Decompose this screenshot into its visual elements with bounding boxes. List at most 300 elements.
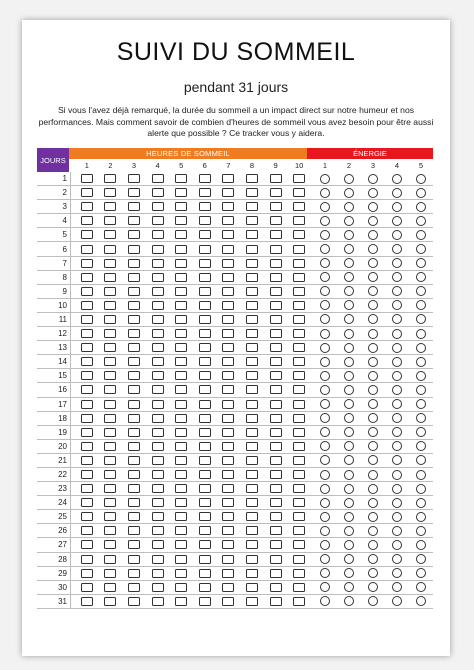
- square-checkbox-icon[interactable]: [270, 456, 282, 465]
- circle-radio-icon[interactable]: [416, 329, 426, 339]
- square-checkbox-icon[interactable]: [152, 216, 164, 225]
- square-checkbox-icon[interactable]: [81, 357, 93, 366]
- square-checkbox-icon[interactable]: [199, 343, 211, 352]
- square-checkbox-icon[interactable]: [222, 230, 234, 239]
- circle-radio-icon[interactable]: [416, 427, 426, 437]
- square-checkbox-icon[interactable]: [81, 371, 93, 380]
- square-checkbox-icon[interactable]: [81, 174, 93, 183]
- square-checkbox-icon[interactable]: [152, 498, 164, 507]
- square-checkbox-icon[interactable]: [128, 540, 140, 549]
- circle-radio-icon[interactable]: [368, 286, 378, 296]
- circle-radio-icon[interactable]: [344, 202, 354, 212]
- square-checkbox-icon[interactable]: [128, 414, 140, 423]
- circle-radio-icon[interactable]: [392, 540, 402, 550]
- circle-radio-icon[interactable]: [392, 357, 402, 367]
- square-checkbox-icon[interactable]: [293, 597, 305, 606]
- square-checkbox-icon[interactable]: [199, 385, 211, 394]
- circle-radio-icon[interactable]: [416, 413, 426, 423]
- square-checkbox-icon[interactable]: [175, 569, 187, 578]
- square-checkbox-icon[interactable]: [152, 245, 164, 254]
- square-checkbox-icon[interactable]: [175, 287, 187, 296]
- square-checkbox-icon[interactable]: [128, 555, 140, 564]
- square-checkbox-icon[interactable]: [293, 526, 305, 535]
- square-checkbox-icon[interactable]: [81, 400, 93, 409]
- square-checkbox-icon[interactable]: [246, 498, 258, 507]
- square-checkbox-icon[interactable]: [293, 259, 305, 268]
- circle-radio-icon[interactable]: [392, 512, 402, 522]
- square-checkbox-icon[interactable]: [152, 188, 164, 197]
- circle-radio-icon[interactable]: [320, 399, 330, 409]
- square-checkbox-icon[interactable]: [81, 555, 93, 564]
- square-checkbox-icon[interactable]: [175, 555, 187, 564]
- circle-radio-icon[interactable]: [344, 526, 354, 536]
- square-checkbox-icon[interactable]: [175, 442, 187, 451]
- square-checkbox-icon[interactable]: [293, 174, 305, 183]
- square-checkbox-icon[interactable]: [128, 385, 140, 394]
- square-checkbox-icon[interactable]: [81, 442, 93, 451]
- square-checkbox-icon[interactable]: [128, 400, 140, 409]
- circle-radio-icon[interactable]: [320, 512, 330, 522]
- square-checkbox-icon[interactable]: [81, 484, 93, 493]
- circle-radio-icon[interactable]: [392, 554, 402, 564]
- square-checkbox-icon[interactable]: [246, 202, 258, 211]
- square-checkbox-icon[interactable]: [128, 512, 140, 521]
- square-checkbox-icon[interactable]: [293, 400, 305, 409]
- circle-radio-icon[interactable]: [416, 272, 426, 282]
- square-checkbox-icon[interactable]: [270, 287, 282, 296]
- circle-radio-icon[interactable]: [344, 329, 354, 339]
- square-checkbox-icon[interactable]: [270, 259, 282, 268]
- square-checkbox-icon[interactable]: [222, 456, 234, 465]
- square-checkbox-icon[interactable]: [152, 484, 164, 493]
- square-checkbox-icon[interactable]: [199, 583, 211, 592]
- square-checkbox-icon[interactable]: [222, 512, 234, 521]
- square-checkbox-icon[interactable]: [270, 442, 282, 451]
- circle-radio-icon[interactable]: [392, 399, 402, 409]
- square-checkbox-icon[interactable]: [81, 273, 93, 282]
- circle-radio-icon[interactable]: [344, 216, 354, 226]
- circle-radio-icon[interactable]: [368, 484, 378, 494]
- circle-radio-icon[interactable]: [368, 202, 378, 212]
- square-checkbox-icon[interactable]: [199, 470, 211, 479]
- square-checkbox-icon[interactable]: [104, 484, 116, 493]
- circle-radio-icon[interactable]: [344, 498, 354, 508]
- square-checkbox-icon[interactable]: [246, 597, 258, 606]
- square-checkbox-icon[interactable]: [128, 188, 140, 197]
- circle-radio-icon[interactable]: [392, 484, 402, 494]
- circle-radio-icon[interactable]: [416, 399, 426, 409]
- square-checkbox-icon[interactable]: [293, 512, 305, 521]
- square-checkbox-icon[interactable]: [128, 484, 140, 493]
- square-checkbox-icon[interactable]: [175, 216, 187, 225]
- square-checkbox-icon[interactable]: [175, 357, 187, 366]
- circle-radio-icon[interactable]: [416, 357, 426, 367]
- square-checkbox-icon[interactable]: [128, 371, 140, 380]
- circle-radio-icon[interactable]: [416, 455, 426, 465]
- square-checkbox-icon[interactable]: [104, 301, 116, 310]
- square-checkbox-icon[interactable]: [246, 273, 258, 282]
- square-checkbox-icon[interactable]: [222, 259, 234, 268]
- square-checkbox-icon[interactable]: [246, 583, 258, 592]
- square-checkbox-icon[interactable]: [246, 428, 258, 437]
- circle-radio-icon[interactable]: [320, 498, 330, 508]
- square-checkbox-icon[interactable]: [199, 315, 211, 324]
- circle-radio-icon[interactable]: [320, 357, 330, 367]
- circle-radio-icon[interactable]: [392, 568, 402, 578]
- square-checkbox-icon[interactable]: [199, 329, 211, 338]
- circle-radio-icon[interactable]: [392, 427, 402, 437]
- circle-radio-icon[interactable]: [344, 427, 354, 437]
- square-checkbox-icon[interactable]: [222, 385, 234, 394]
- square-checkbox-icon[interactable]: [104, 400, 116, 409]
- circle-radio-icon[interactable]: [416, 512, 426, 522]
- square-checkbox-icon[interactable]: [81, 540, 93, 549]
- square-checkbox-icon[interactable]: [104, 343, 116, 352]
- circle-radio-icon[interactable]: [416, 484, 426, 494]
- square-checkbox-icon[interactable]: [199, 400, 211, 409]
- circle-radio-icon[interactable]: [344, 596, 354, 606]
- square-checkbox-icon[interactable]: [199, 540, 211, 549]
- square-checkbox-icon[interactable]: [222, 400, 234, 409]
- square-checkbox-icon[interactable]: [175, 526, 187, 535]
- square-checkbox-icon[interactable]: [293, 456, 305, 465]
- square-checkbox-icon[interactable]: [128, 357, 140, 366]
- square-checkbox-icon[interactable]: [128, 456, 140, 465]
- square-checkbox-icon[interactable]: [104, 470, 116, 479]
- square-checkbox-icon[interactable]: [222, 569, 234, 578]
- circle-radio-icon[interactable]: [320, 230, 330, 240]
- square-checkbox-icon[interactable]: [293, 216, 305, 225]
- square-checkbox-icon[interactable]: [175, 273, 187, 282]
- square-checkbox-icon[interactable]: [152, 301, 164, 310]
- square-checkbox-icon[interactable]: [246, 315, 258, 324]
- square-checkbox-icon[interactable]: [175, 188, 187, 197]
- square-checkbox-icon[interactable]: [246, 230, 258, 239]
- square-checkbox-icon[interactable]: [128, 498, 140, 507]
- square-checkbox-icon[interactable]: [81, 202, 93, 211]
- square-checkbox-icon[interactable]: [104, 259, 116, 268]
- square-checkbox-icon[interactable]: [222, 343, 234, 352]
- circle-radio-icon[interactable]: [392, 286, 402, 296]
- circle-radio-icon[interactable]: [416, 188, 426, 198]
- circle-radio-icon[interactable]: [392, 596, 402, 606]
- square-checkbox-icon[interactable]: [293, 287, 305, 296]
- circle-radio-icon[interactable]: [344, 413, 354, 423]
- square-checkbox-icon[interactable]: [128, 343, 140, 352]
- square-checkbox-icon[interactable]: [293, 230, 305, 239]
- square-checkbox-icon[interactable]: [81, 230, 93, 239]
- square-checkbox-icon[interactable]: [293, 343, 305, 352]
- square-checkbox-icon[interactable]: [222, 174, 234, 183]
- square-checkbox-icon[interactable]: [81, 329, 93, 338]
- circle-radio-icon[interactable]: [416, 554, 426, 564]
- square-checkbox-icon[interactable]: [104, 329, 116, 338]
- circle-radio-icon[interactable]: [368, 188, 378, 198]
- circle-radio-icon[interactable]: [320, 526, 330, 536]
- square-checkbox-icon[interactable]: [270, 188, 282, 197]
- square-checkbox-icon[interactable]: [175, 597, 187, 606]
- circle-radio-icon[interactable]: [368, 470, 378, 480]
- circle-radio-icon[interactable]: [416, 540, 426, 550]
- square-checkbox-icon[interactable]: [246, 357, 258, 366]
- square-checkbox-icon[interactable]: [128, 287, 140, 296]
- circle-radio-icon[interactable]: [320, 272, 330, 282]
- square-checkbox-icon[interactable]: [293, 484, 305, 493]
- circle-radio-icon[interactable]: [320, 371, 330, 381]
- square-checkbox-icon[interactable]: [293, 245, 305, 254]
- square-checkbox-icon[interactable]: [104, 498, 116, 507]
- square-checkbox-icon[interactable]: [175, 428, 187, 437]
- square-checkbox-icon[interactable]: [152, 569, 164, 578]
- square-checkbox-icon[interactable]: [222, 371, 234, 380]
- square-checkbox-icon[interactable]: [293, 540, 305, 549]
- circle-radio-icon[interactable]: [416, 202, 426, 212]
- square-checkbox-icon[interactable]: [270, 301, 282, 310]
- square-checkbox-icon[interactable]: [246, 456, 258, 465]
- circle-radio-icon[interactable]: [344, 244, 354, 254]
- square-checkbox-icon[interactable]: [246, 174, 258, 183]
- square-checkbox-icon[interactable]: [270, 230, 282, 239]
- square-checkbox-icon[interactable]: [128, 259, 140, 268]
- square-checkbox-icon[interactable]: [293, 315, 305, 324]
- circle-radio-icon[interactable]: [392, 258, 402, 268]
- square-checkbox-icon[interactable]: [222, 315, 234, 324]
- circle-radio-icon[interactable]: [416, 230, 426, 240]
- square-checkbox-icon[interactable]: [222, 329, 234, 338]
- circle-radio-icon[interactable]: [344, 188, 354, 198]
- circle-radio-icon[interactable]: [320, 427, 330, 437]
- circle-radio-icon[interactable]: [368, 258, 378, 268]
- square-checkbox-icon[interactable]: [81, 414, 93, 423]
- square-checkbox-icon[interactable]: [270, 470, 282, 479]
- circle-radio-icon[interactable]: [344, 455, 354, 465]
- circle-radio-icon[interactable]: [344, 371, 354, 381]
- square-checkbox-icon[interactable]: [81, 287, 93, 296]
- square-checkbox-icon[interactable]: [199, 512, 211, 521]
- circle-radio-icon[interactable]: [320, 216, 330, 226]
- square-checkbox-icon[interactable]: [270, 216, 282, 225]
- circle-radio-icon[interactable]: [416, 244, 426, 254]
- square-checkbox-icon[interactable]: [175, 583, 187, 592]
- square-checkbox-icon[interactable]: [81, 385, 93, 394]
- square-checkbox-icon[interactable]: [199, 456, 211, 465]
- square-checkbox-icon[interactable]: [293, 428, 305, 437]
- circle-radio-icon[interactable]: [368, 441, 378, 451]
- circle-radio-icon[interactable]: [368, 314, 378, 324]
- circle-radio-icon[interactable]: [344, 343, 354, 353]
- circle-radio-icon[interactable]: [344, 230, 354, 240]
- square-checkbox-icon[interactable]: [128, 245, 140, 254]
- square-checkbox-icon[interactable]: [152, 526, 164, 535]
- square-checkbox-icon[interactable]: [199, 428, 211, 437]
- square-checkbox-icon[interactable]: [128, 583, 140, 592]
- square-checkbox-icon[interactable]: [104, 188, 116, 197]
- circle-radio-icon[interactable]: [416, 526, 426, 536]
- square-checkbox-icon[interactable]: [270, 484, 282, 493]
- square-checkbox-icon[interactable]: [293, 583, 305, 592]
- circle-radio-icon[interactable]: [392, 216, 402, 226]
- square-checkbox-icon[interactable]: [222, 357, 234, 366]
- square-checkbox-icon[interactable]: [246, 329, 258, 338]
- square-checkbox-icon[interactable]: [199, 569, 211, 578]
- square-checkbox-icon[interactable]: [81, 343, 93, 352]
- square-checkbox-icon[interactable]: [222, 301, 234, 310]
- circle-radio-icon[interactable]: [368, 596, 378, 606]
- square-checkbox-icon[interactable]: [128, 301, 140, 310]
- circle-radio-icon[interactable]: [368, 343, 378, 353]
- circle-radio-icon[interactable]: [344, 540, 354, 550]
- square-checkbox-icon[interactable]: [128, 569, 140, 578]
- circle-radio-icon[interactable]: [320, 202, 330, 212]
- square-checkbox-icon[interactable]: [246, 385, 258, 394]
- square-checkbox-icon[interactable]: [175, 329, 187, 338]
- square-checkbox-icon[interactable]: [222, 484, 234, 493]
- square-checkbox-icon[interactable]: [199, 273, 211, 282]
- square-checkbox-icon[interactable]: [152, 512, 164, 521]
- circle-radio-icon[interactable]: [416, 286, 426, 296]
- square-checkbox-icon[interactable]: [175, 259, 187, 268]
- square-checkbox-icon[interactable]: [152, 540, 164, 549]
- circle-radio-icon[interactable]: [320, 582, 330, 592]
- circle-radio-icon[interactable]: [320, 343, 330, 353]
- square-checkbox-icon[interactable]: [152, 202, 164, 211]
- circle-radio-icon[interactable]: [344, 300, 354, 310]
- circle-radio-icon[interactable]: [368, 512, 378, 522]
- square-checkbox-icon[interactable]: [175, 174, 187, 183]
- square-checkbox-icon[interactable]: [222, 526, 234, 535]
- circle-radio-icon[interactable]: [368, 568, 378, 578]
- square-checkbox-icon[interactable]: [222, 202, 234, 211]
- circle-radio-icon[interactable]: [416, 258, 426, 268]
- square-checkbox-icon[interactable]: [175, 456, 187, 465]
- square-checkbox-icon[interactable]: [104, 371, 116, 380]
- square-checkbox-icon[interactable]: [246, 470, 258, 479]
- square-checkbox-icon[interactable]: [128, 216, 140, 225]
- circle-radio-icon[interactable]: [392, 314, 402, 324]
- circle-radio-icon[interactable]: [416, 216, 426, 226]
- square-checkbox-icon[interactable]: [246, 414, 258, 423]
- square-checkbox-icon[interactable]: [81, 428, 93, 437]
- square-checkbox-icon[interactable]: [293, 202, 305, 211]
- circle-radio-icon[interactable]: [416, 174, 426, 184]
- circle-radio-icon[interactable]: [344, 484, 354, 494]
- circle-radio-icon[interactable]: [320, 554, 330, 564]
- circle-radio-icon[interactable]: [344, 582, 354, 592]
- square-checkbox-icon[interactable]: [293, 371, 305, 380]
- square-checkbox-icon[interactable]: [152, 174, 164, 183]
- square-checkbox-icon[interactable]: [246, 188, 258, 197]
- square-checkbox-icon[interactable]: [128, 526, 140, 535]
- square-checkbox-icon[interactable]: [104, 216, 116, 225]
- square-checkbox-icon[interactable]: [293, 188, 305, 197]
- square-checkbox-icon[interactable]: [152, 414, 164, 423]
- circle-radio-icon[interactable]: [368, 216, 378, 226]
- square-checkbox-icon[interactable]: [175, 470, 187, 479]
- square-checkbox-icon[interactable]: [81, 188, 93, 197]
- square-checkbox-icon[interactable]: [104, 456, 116, 465]
- square-checkbox-icon[interactable]: [199, 230, 211, 239]
- square-checkbox-icon[interactable]: [152, 371, 164, 380]
- square-checkbox-icon[interactable]: [293, 273, 305, 282]
- circle-radio-icon[interactable]: [344, 272, 354, 282]
- square-checkbox-icon[interactable]: [199, 526, 211, 535]
- square-checkbox-icon[interactable]: [128, 442, 140, 451]
- circle-radio-icon[interactable]: [344, 399, 354, 409]
- circle-radio-icon[interactable]: [368, 526, 378, 536]
- square-checkbox-icon[interactable]: [293, 442, 305, 451]
- square-checkbox-icon[interactable]: [104, 442, 116, 451]
- circle-radio-icon[interactable]: [368, 554, 378, 564]
- square-checkbox-icon[interactable]: [152, 287, 164, 296]
- square-checkbox-icon[interactable]: [199, 202, 211, 211]
- circle-radio-icon[interactable]: [416, 300, 426, 310]
- square-checkbox-icon[interactable]: [128, 202, 140, 211]
- circle-radio-icon[interactable]: [320, 413, 330, 423]
- square-checkbox-icon[interactable]: [199, 357, 211, 366]
- square-checkbox-icon[interactable]: [270, 273, 282, 282]
- square-checkbox-icon[interactable]: [222, 555, 234, 564]
- circle-radio-icon[interactable]: [416, 314, 426, 324]
- square-checkbox-icon[interactable]: [246, 343, 258, 352]
- square-checkbox-icon[interactable]: [293, 555, 305, 564]
- square-checkbox-icon[interactable]: [199, 371, 211, 380]
- square-checkbox-icon[interactable]: [175, 245, 187, 254]
- square-checkbox-icon[interactable]: [152, 400, 164, 409]
- circle-radio-icon[interactable]: [368, 230, 378, 240]
- square-checkbox-icon[interactable]: [128, 470, 140, 479]
- circle-radio-icon[interactable]: [392, 385, 402, 395]
- square-checkbox-icon[interactable]: [175, 301, 187, 310]
- square-checkbox-icon[interactable]: [199, 245, 211, 254]
- square-checkbox-icon[interactable]: [270, 512, 282, 521]
- square-checkbox-icon[interactable]: [293, 329, 305, 338]
- square-checkbox-icon[interactable]: [104, 315, 116, 324]
- square-checkbox-icon[interactable]: [175, 540, 187, 549]
- square-checkbox-icon[interactable]: [270, 414, 282, 423]
- square-checkbox-icon[interactable]: [246, 484, 258, 493]
- square-checkbox-icon[interactable]: [104, 202, 116, 211]
- circle-radio-icon[interactable]: [368, 174, 378, 184]
- square-checkbox-icon[interactable]: [199, 498, 211, 507]
- square-checkbox-icon[interactable]: [175, 414, 187, 423]
- square-checkbox-icon[interactable]: [222, 597, 234, 606]
- circle-radio-icon[interactable]: [344, 314, 354, 324]
- circle-radio-icon[interactable]: [416, 582, 426, 592]
- square-checkbox-icon[interactable]: [152, 230, 164, 239]
- circle-radio-icon[interactable]: [344, 385, 354, 395]
- square-checkbox-icon[interactable]: [104, 385, 116, 394]
- square-checkbox-icon[interactable]: [104, 428, 116, 437]
- square-checkbox-icon[interactable]: [222, 498, 234, 507]
- circle-radio-icon[interactable]: [344, 568, 354, 578]
- square-checkbox-icon[interactable]: [104, 230, 116, 239]
- square-checkbox-icon[interactable]: [246, 301, 258, 310]
- square-checkbox-icon[interactable]: [152, 597, 164, 606]
- square-checkbox-icon[interactable]: [81, 583, 93, 592]
- circle-radio-icon[interactable]: [368, 427, 378, 437]
- circle-radio-icon[interactable]: [344, 441, 354, 451]
- circle-radio-icon[interactable]: [320, 484, 330, 494]
- square-checkbox-icon[interactable]: [246, 287, 258, 296]
- circle-radio-icon[interactable]: [344, 554, 354, 564]
- square-checkbox-icon[interactable]: [199, 216, 211, 225]
- square-checkbox-icon[interactable]: [128, 315, 140, 324]
- square-checkbox-icon[interactable]: [270, 357, 282, 366]
- circle-radio-icon[interactable]: [392, 272, 402, 282]
- square-checkbox-icon[interactable]: [270, 329, 282, 338]
- square-checkbox-icon[interactable]: [81, 512, 93, 521]
- square-checkbox-icon[interactable]: [152, 259, 164, 268]
